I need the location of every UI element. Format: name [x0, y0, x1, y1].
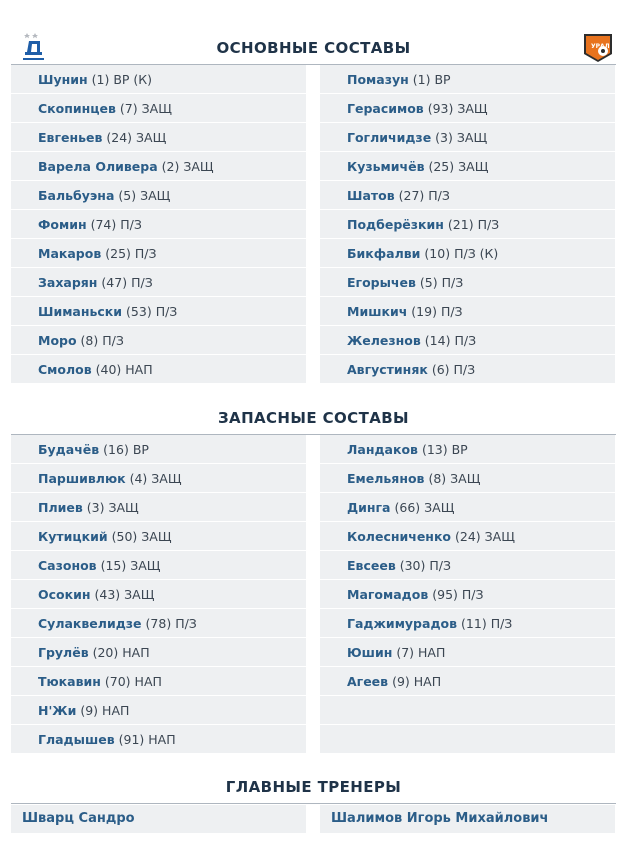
player-name[interactable]: Колесниченко [347, 529, 452, 544]
player-name[interactable]: Агеев [347, 674, 389, 689]
player-number: (40) [95, 362, 122, 377]
player-position: ЗАЩ [183, 159, 214, 174]
player-position: НАП [148, 732, 176, 747]
player-row[interactable] [11, 667, 306, 696]
player-name[interactable]: Н'Жи [38, 703, 77, 718]
player-name[interactable]: Моро [38, 333, 77, 348]
player-name[interactable]: Евгеньев [38, 130, 103, 145]
player-row[interactable] [11, 239, 306, 268]
player-position: НАП [102, 703, 130, 718]
player-name[interactable]: Варела Оливера [38, 159, 158, 174]
player-name[interactable]: Макаров [38, 246, 102, 261]
player-number: (30) [399, 558, 426, 573]
player-name[interactable]: Грулёв [38, 645, 89, 660]
player-position: П/З (К) [454, 246, 499, 261]
player-position: НАП [122, 645, 150, 660]
player-name[interactable]: Герасимов [347, 101, 424, 116]
player-number: (3) [86, 500, 105, 515]
player-position: ВР [434, 72, 451, 87]
player-number: (24) [106, 130, 133, 145]
away-coach [320, 805, 615, 833]
player-position: П/З [131, 275, 153, 290]
player-row[interactable] [320, 268, 615, 297]
player-position: ЗАЩ [130, 558, 161, 573]
player-name[interactable]: Ландаков [347, 442, 418, 457]
player-number: (1) [91, 72, 110, 87]
player-row[interactable] [11, 638, 306, 667]
player-name[interactable]: Шатов [347, 188, 395, 203]
player-number: (14) [424, 333, 451, 348]
player-position: ЗАЩ [457, 101, 488, 116]
player-number: (13) [421, 442, 448, 457]
player-name[interactable]: Егорычев [347, 275, 416, 290]
player-row[interactable] [320, 667, 615, 696]
player-row[interactable] [11, 355, 306, 384]
player-name[interactable]: Августиняк [347, 362, 428, 377]
player-row[interactable] [320, 435, 615, 464]
player-position: НАП [413, 674, 442, 689]
player-name[interactable]: Будачёв [38, 442, 100, 457]
player-number: (11) [461, 616, 487, 631]
player-position: П/З [175, 616, 197, 631]
player-row[interactable] [320, 522, 615, 551]
player-number: (16) [103, 442, 129, 457]
player-number: (20) [92, 645, 119, 660]
player-name[interactable]: Подберёзкин [347, 217, 444, 232]
player-number: (1) [412, 72, 431, 87]
player-position: П/З [429, 558, 451, 573]
player-row[interactable] [11, 725, 306, 754]
player-number: (10) [424, 246, 451, 261]
player-name[interactable]: Бикфалви [347, 246, 421, 261]
player-name[interactable]: Плиев [38, 500, 83, 515]
player-number: (27) [398, 188, 425, 203]
player-row[interactable] [11, 435, 306, 464]
player-row[interactable] [11, 152, 306, 181]
coach-name[interactable]: Шалимов Игорь Михайлович [320, 805, 615, 833]
player-position: П/З [440, 304, 463, 319]
player-row[interactable] [320, 123, 615, 152]
player-number: (6) [431, 362, 450, 377]
player-number: (25) [428, 159, 455, 174]
player-row[interactable] [11, 464, 306, 493]
player-row[interactable] [320, 464, 615, 493]
player-position: П/З [120, 217, 142, 232]
player-row[interactable] [320, 493, 615, 522]
player-number: (5) [419, 275, 438, 290]
player-name[interactable]: Осокин [38, 587, 91, 602]
player-row[interactable] [11, 493, 306, 522]
player-row[interactable] [11, 123, 306, 152]
player-name[interactable]: Гаджимурадов [347, 616, 458, 631]
player-position: П/З [453, 362, 476, 377]
player-number: (8) [428, 471, 447, 486]
player-position: П/З [477, 217, 500, 232]
player-row[interactable] [11, 181, 306, 210]
player-row[interactable] [11, 297, 306, 326]
player-name[interactable]: Евсеев [347, 558, 396, 573]
player-row[interactable] [320, 326, 615, 355]
empty-row [320, 725, 615, 754]
player-name[interactable]: Шунин [38, 72, 88, 87]
player-name[interactable]: Динга [347, 500, 391, 515]
player-row[interactable] [320, 355, 615, 384]
player-position: ВР [451, 442, 468, 457]
player-number: (15) [100, 558, 127, 573]
player-number: (91) [118, 732, 145, 747]
player-row[interactable] [320, 94, 615, 123]
player-number: (70) [104, 674, 131, 689]
player-number: (7) [119, 101, 138, 116]
player-position: ЗАЩ [450, 471, 481, 486]
player-number: (93) [427, 101, 454, 116]
player-number: (78) [145, 616, 172, 631]
player-position: НАП [418, 645, 446, 660]
player-position: ЗАЩ [151, 471, 182, 486]
player-row[interactable] [320, 210, 615, 239]
home-coach [11, 805, 306, 833]
subs-title: ЗАПАСНЫЕ СОСТАВЫ [218, 409, 409, 427]
player-number: (8) [80, 333, 99, 348]
player-number: (95) [432, 587, 458, 602]
coach-name[interactable]: Шварц Сандро [11, 805, 306, 833]
player-name[interactable]: Бальбуэна [38, 188, 115, 203]
player-name[interactable]: Скопинцев [38, 101, 116, 116]
player-row[interactable] [320, 181, 615, 210]
player-position: П/З [441, 275, 464, 290]
player-position: ЗАЩ [136, 130, 167, 145]
player-position: П/З [454, 333, 477, 348]
player-position: П/З [461, 587, 484, 602]
player-position: П/З [428, 188, 450, 203]
player-position: ЗАЩ [124, 587, 155, 602]
player-row[interactable] [11, 94, 306, 123]
player-name[interactable]: Мишкич [347, 304, 408, 319]
player-name[interactable]: Гладышев [38, 732, 115, 747]
player-row[interactable] [320, 152, 615, 181]
player-name[interactable]: Шиманьски [38, 304, 123, 319]
player-row[interactable] [11, 326, 306, 355]
player-position: П/З [155, 304, 178, 319]
player-position: П/З [102, 333, 124, 348]
player-row[interactable] [11, 696, 306, 725]
player-position: П/З [134, 246, 157, 261]
player-name[interactable]: Емельянов [347, 471, 425, 486]
player-position: ВР [132, 442, 149, 457]
player-number: (25) [105, 246, 131, 261]
player-number: (53) [126, 304, 152, 319]
player-row[interactable] [320, 551, 615, 580]
player-position: ЗАЩ [141, 529, 172, 544]
player-position: П/З [490, 616, 513, 631]
player-number: (3) [435, 130, 453, 145]
player-number: (7) [396, 645, 415, 660]
main-away-list [320, 65, 615, 384]
subs-header [11, 402, 616, 435]
main-home-list [11, 65, 306, 384]
player-number: (66) [394, 500, 421, 515]
player-number: (2) [161, 159, 180, 174]
ural-logo[interactable] [581, 30, 615, 64]
player-position: ЗАЩ [458, 159, 489, 174]
player-number: (50) [111, 529, 138, 544]
main-lineups-header [11, 32, 616, 65]
player-name[interactable]: Тюкавин [38, 674, 101, 689]
player-number: (47) [101, 275, 128, 290]
player-row[interactable] [11, 580, 306, 609]
player-name[interactable]: Железнов [347, 333, 421, 348]
player-position: ЗАЩ [484, 529, 515, 544]
player-position: ЗАЩ [140, 188, 171, 203]
player-name[interactable]: Смолов [38, 362, 92, 377]
player-row[interactable] [11, 551, 306, 580]
main-lineups-title: ОСНОВНЫЕ СОСТАВЫ [216, 39, 411, 57]
player-row[interactable] [320, 65, 615, 94]
player-position: НАП [125, 362, 153, 377]
player-position: ЗАЩ [108, 500, 139, 515]
player-name[interactable]: Сазонов [38, 558, 97, 573]
player-position: НАП [134, 674, 162, 689]
coaches-title: ГЛАВНЫЕ ТРЕНЕРЫ [225, 778, 402, 796]
player-number: (21) [447, 217, 474, 232]
player-name[interactable]: Захарян [38, 275, 98, 290]
player-number: (4) [129, 471, 148, 486]
player-name[interactable]: Сулаквелидзе [38, 616, 142, 631]
ural-logo-text: УРАЛ [591, 43, 610, 50]
player-row[interactable] [11, 609, 306, 638]
empty-row [320, 696, 615, 725]
player-number: (43) [94, 587, 121, 602]
player-row[interactable] [320, 609, 615, 638]
player-name[interactable]: Кузьмичёв [347, 159, 425, 174]
player-row[interactable] [320, 239, 615, 268]
player-row[interactable] [320, 580, 615, 609]
coaches-header [11, 771, 616, 804]
player-position: ЗАЩ [141, 101, 172, 116]
subs-away-list [320, 435, 615, 754]
player-row[interactable] [11, 65, 306, 94]
player-row[interactable] [11, 210, 306, 239]
player-name[interactable]: Фомин [38, 217, 87, 232]
subs-home-list [11, 435, 306, 754]
player-row[interactable] [11, 268, 306, 297]
player-number: (9) [80, 703, 99, 718]
player-row[interactable] [11, 522, 306, 551]
player-position: ВР (К) [113, 72, 153, 87]
player-position: ЗАЩ [424, 500, 455, 515]
player-number: (74) [90, 217, 117, 232]
player-name[interactable]: Магомадов [347, 587, 429, 602]
player-name[interactable]: Кутицкий [38, 529, 108, 544]
player-name[interactable]: Паршивлюк [38, 471, 126, 486]
player-number: (5) [118, 188, 137, 203]
player-number: (24) [455, 529, 481, 544]
player-position: ЗАЩ [456, 130, 488, 145]
player-number: (9) [392, 674, 410, 689]
player-name[interactable]: Юшин [347, 645, 393, 660]
player-row[interactable] [320, 638, 615, 667]
player-number: (19) [411, 304, 437, 319]
player-name[interactable]: Помазун [347, 72, 409, 87]
player-row[interactable] [320, 297, 615, 326]
player-name[interactable]: Гогличидзе [347, 130, 432, 145]
